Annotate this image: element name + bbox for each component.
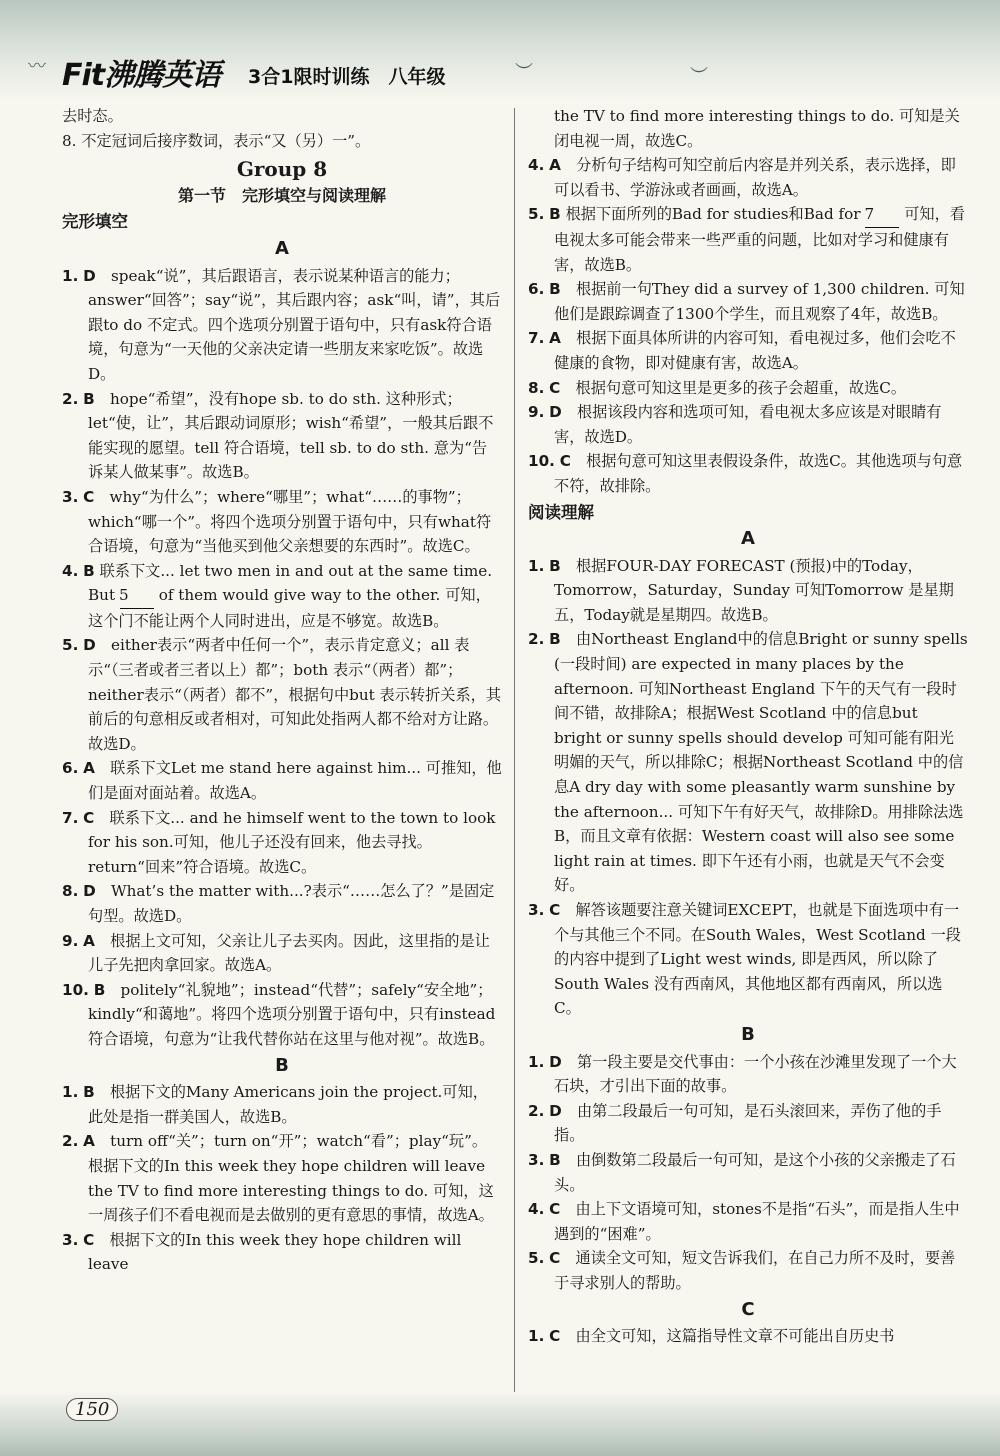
answer-item — [62, 806, 502, 880]
item-text: 根据下文的Many Americans join the project.可知，此处是指一群美国人，故选B。 — [88, 1083, 488, 1126]
item-number: 5. — [528, 205, 545, 224]
item-text: 解答该题要注意关键词EXCEPT，也就是下面选项中有一个与其他三个不同。在South Wales，West Scotland 一段的内容中提到了Light west winds, 即是西风，所以除了South Wales 没有西南风，其他地区都有西南风，所以选C。 — [554, 901, 961, 1018]
item-number: 1. — [62, 1083, 79, 1102]
answer-item — [528, 376, 968, 401]
item-number: 1. — [528, 556, 545, 575]
item-text: 根据下文的In this week they hope children will leave — [88, 1230, 462, 1274]
answer-item — [62, 1228, 502, 1277]
answer-item — [62, 879, 502, 928]
item-text: why“为什么”；where“哪里”；what“……的事物”；which“哪一个”。将四个选项分别置于语句中，只有what符合语境，句意为“当他买到他父亲想要的东西时”。故选C。 — [88, 487, 492, 556]
item-text: politely“礼貌地”；instead“代替”；safely“安全地”；kindly“和蔼地”。将四个选项分别置于语句中，只有instead符合语境，句意为“让我代替你站在这里与他对视”。故选B。 — [88, 980, 496, 1048]
item-number: 3. — [62, 1230, 79, 1249]
item-text: speak“说”，其后跟语言，表示说某种语言的能力；answer“回答”；say“说”，其后跟内容；ask“叫，请”，其后跟to do 不定式。四个选项分别置于语句中，只有ask符合语境，句意为“一天他的父亲决定请一些朋友来家吃饭”。故选D。 — [88, 266, 501, 383]
answer-item — [528, 449, 968, 498]
part-letter: A — [741, 528, 755, 550]
part-letter: B — [275, 1054, 289, 1076]
item-answer: C — [549, 378, 561, 397]
right-column — [528, 104, 968, 1349]
intro-line: 8. 不定冠词后接序数词，表示“又（另）一”。 — [62, 131, 371, 150]
answer-item — [62, 756, 502, 805]
item-number: 2. — [528, 1101, 545, 1120]
brand-logo: Fit沸腾英语 — [62, 58, 221, 93]
item-text: 通读全文可知，短文告诉我们，在自己力所不及时，要善于寻求别人的帮助。 — [554, 1249, 956, 1292]
answer-item — [62, 387, 502, 485]
answer-item — [528, 627, 968, 898]
item-number: 9. — [62, 931, 79, 950]
item-text: 可知，看电视太多可能会带来一些严重的问题，比如对学习和健康有害，故选B。 — [554, 205, 965, 274]
item-text: 分析句子结构可知空前后内容是并列关系，表示选择，即可以看书、学游泳或者画画，故选A。 — [554, 156, 956, 199]
answer-item — [528, 1050, 968, 1099]
item-text: 根据该段内容和选项可知，看电视太多应该是对眼睛有害，故选D。 — [554, 403, 942, 446]
answer-item — [528, 277, 968, 326]
item-answer: A — [549, 329, 561, 348]
page-number: 150 — [66, 1398, 118, 1421]
item-text: 由第二段最后一句可知，是石头滚回来，弄伤了他的手指。 — [554, 1101, 942, 1145]
item-answer: C — [549, 901, 561, 919]
item-text: 第一段主要是交代事由：一个小孩在沙滩里发现了一个大石块，才引出下面的故事。 — [554, 1052, 957, 1096]
answer-item — [528, 1099, 968, 1148]
answer-item — [62, 485, 502, 559]
item-text: 根据下面具体所讲的内容可知，看电视过多，他们会吃不健康的食物，即对健康有害，故选A。 — [554, 329, 956, 372]
item-text: 根据上文可知，父亲让儿子去买肉。因此，这里指的是让儿子先把肉拿回家。故选A。 — [88, 931, 490, 975]
continued-text: the TV to find more interesting things to do. 可知是关闭电视一周，故选C。 — [554, 107, 960, 150]
answer-item — [528, 400, 968, 449]
item-number: 1. — [62, 266, 79, 285]
item-answer: C — [549, 1249, 561, 1268]
item-text: What’s the matter with...?表示“……怎么了？”是固定句型。故选D。 — [88, 882, 495, 925]
item-text: 由Northeast England中的信息Bright or sunny spells (一段时间) are expected in many places by the afternoon. 可知Northeast England 下午的天气有一段时间不错，故排除A；根据West Scotland 中的信息but bright or sunny spells should develop 可知可能有阳光明媚的天气，所以排除C；根据Northeast Scotland 中的信息A dry day with some pleasantly warm sunshine by the afternoon... 可知下午有好天气，故排除D。用排除法选B，而且文章有依据：Western coast will also see some light rain at times. 即下午还有小雨，也就是天气不会变好。 — [554, 630, 968, 895]
item-number: 7. — [528, 329, 545, 348]
answer-item — [62, 633, 502, 756]
item-number: 3. — [528, 901, 545, 919]
item-text: 联系下文... let two men in and out at the same time. But — [88, 561, 493, 605]
part-letter: C — [741, 1298, 755, 1320]
item-answer: B — [93, 980, 106, 999]
item-text: 由上下文语境可知，stones不是指“石头”，而是指人生中遇到的“困难”。 — [554, 1200, 960, 1243]
answer-item — [62, 1080, 502, 1129]
section-title: 第一节 完形填空与阅读理解 — [177, 185, 386, 205]
item-answer: B — [549, 556, 561, 575]
item-answer: B — [83, 389, 95, 408]
answer-list — [528, 1050, 968, 1296]
answer-item — [528, 898, 968, 1021]
group-title: Group 8 — [236, 157, 328, 182]
bird-decoration-icon: 〰 — [28, 56, 46, 77]
item-answer: C — [83, 1230, 95, 1249]
item-answer: B — [83, 1083, 95, 1102]
page-footer — [0, 1392, 1000, 1456]
item-number: 5. — [62, 636, 79, 655]
item-answer: C — [559, 452, 571, 471]
item-text: 根据下面所列的Bad for studies和Bad for — [565, 205, 861, 224]
item-number: 2. — [528, 630, 545, 649]
item-answer: D — [549, 1052, 562, 1071]
answer-item — [528, 202, 968, 277]
item-answer: B — [549, 280, 561, 299]
item-text: 联系下文... and he himself went to the town to look for his son.可知，他儿子还没有回来，他去寻找。return“回来”符合语境。故选C。 — [88, 808, 496, 876]
item-answer: D — [549, 1101, 562, 1120]
part-letter: B — [741, 1023, 755, 1045]
item-text: 联系下文Let me stand here against him... 可推知，他们是面对面站着。故选A。 — [88, 759, 502, 803]
answer-item — [62, 559, 502, 634]
item-answer: D — [83, 636, 96, 655]
item-answer: A — [83, 931, 95, 950]
answer-list — [528, 277, 968, 498]
item-text: 根据FOUR-DAY FORECAST (预报)中的Today，Tomorrow，Saturday，Sunday 可知Tomorrow 是星期五，Today就是星期四。故选B。 — [554, 556, 954, 624]
answer-item — [528, 326, 968, 375]
answer-item — [528, 554, 968, 628]
item-answer: D — [549, 403, 562, 422]
answer-item — [528, 1324, 968, 1349]
item-text: of them would give way to the other. 可知，这个门不能让两个人同时进出，应是不够宽。故选B。 — [88, 586, 491, 630]
blank-number: 7 — [865, 202, 899, 228]
answer-item — [62, 264, 502, 387]
cloze-heading: 完形填空 — [62, 212, 128, 232]
answer-list — [62, 264, 502, 559]
answer-item — [62, 978, 502, 1052]
item-number: 4. — [528, 1200, 545, 1219]
item-answer: A — [83, 759, 95, 778]
item-answer: D — [83, 266, 96, 285]
answer-item — [528, 1197, 968, 1246]
item-number: 8. — [62, 882, 79, 901]
item-answer: C — [83, 808, 95, 827]
part-letter: A — [275, 237, 289, 259]
bird-decoration-icon: ︶ — [515, 62, 533, 83]
item-number: 1. — [528, 1052, 545, 1071]
answer-list — [62, 1080, 502, 1277]
item-number: 4. — [528, 156, 545, 175]
left-column — [62, 104, 502, 1277]
answer-list — [528, 1324, 968, 1349]
item-answer: B — [83, 561, 95, 580]
item-number: 2. — [62, 389, 79, 408]
item-number: 6. — [528, 280, 545, 299]
item-number: 4. — [62, 561, 79, 580]
item-answer: A — [549, 156, 561, 175]
item-answer: C — [549, 1327, 561, 1346]
item-text: 根据前一句They did a survey of 1,300 children. 可知他们是跟踪调查了1300个学生，而且观察了4年，故选B。 — [554, 280, 965, 323]
item-text: turn off“关”；turn on“开”；watch“看”；play“玩”。根据下文的In this week they hope children will leave the TV to find more interesting things to do. 可知，这一周孩子们不看电视而是去做别的更有意思的事情，故选A。 — [88, 1132, 494, 1225]
bird-decoration-icon: ︶ — [690, 66, 708, 87]
answer-item — [62, 1129, 502, 1227]
answer-list — [62, 633, 502, 1051]
item-answer: D — [83, 882, 96, 901]
series-title: 3合1限时训练 八年级 — [248, 66, 446, 88]
page-header — [0, 0, 1000, 100]
item-text: hope“希望”，没有hope sb. to do sth. 这种形式；let“使，让”，其后跟动词原形；wish“希望”，一般其后跟不能实现的愿望。tell 符合语境，tell sb. to do sth. 意为“告诉某人做某事”。故选B。 — [88, 389, 494, 482]
answer-list — [528, 554, 968, 1021]
column-divider — [514, 108, 515, 1393]
item-number: 3. — [62, 487, 79, 506]
item-text: 由全文可知，这篇指导性文章不可能出自历史书 — [575, 1327, 895, 1346]
item-number: 3. — [528, 1150, 545, 1169]
item-text: 根据句意可知这里是更多的孩子会超重，故选C。 — [575, 378, 907, 397]
item-number: 5. — [528, 1249, 545, 1268]
item-number: 10. — [62, 980, 89, 999]
blank-number: 5 — [120, 583, 154, 609]
answer-item — [528, 1246, 968, 1295]
item-number: 1. — [528, 1327, 545, 1346]
item-number: 10. — [528, 452, 555, 471]
item-answer: C — [549, 1200, 561, 1219]
answer-item — [62, 929, 502, 978]
item-number: 9. — [528, 403, 545, 422]
item-number: 2. — [62, 1132, 79, 1151]
item-answer: B — [549, 630, 561, 649]
item-number: 8. — [528, 378, 545, 397]
item-answer: C — [83, 487, 95, 506]
item-text: either表示“两者中任何一个”，表示肯定意义；all 表示“（三者或者三者以上）都”；both 表示“（两者）都”；neither表示“（两者）都不”，根据句中but 表示转折关系，其前后的句意相反或者相对，可知此处指两人都不给对方让路。故选D。 — [88, 636, 502, 753]
answer-item — [528, 1148, 968, 1197]
item-answer: B — [549, 1150, 561, 1169]
item-text: 由倒数第二段最后一句可知，是这个小孩的父亲搬走了石头。 — [554, 1150, 956, 1194]
item-text: 根据句意可知这里表假设条件，故选C。其他选项与句意不符，故排除。 — [554, 452, 963, 495]
reading-heading: 阅读理解 — [528, 502, 594, 522]
intro-line: 去时态。 — [62, 107, 123, 125]
answer-list — [528, 153, 968, 202]
item-answer: B — [549, 205, 561, 224]
item-number: 7. — [62, 808, 79, 827]
answer-item — [528, 153, 968, 202]
item-answer: A — [83, 1132, 95, 1151]
item-number: 6. — [62, 759, 79, 778]
